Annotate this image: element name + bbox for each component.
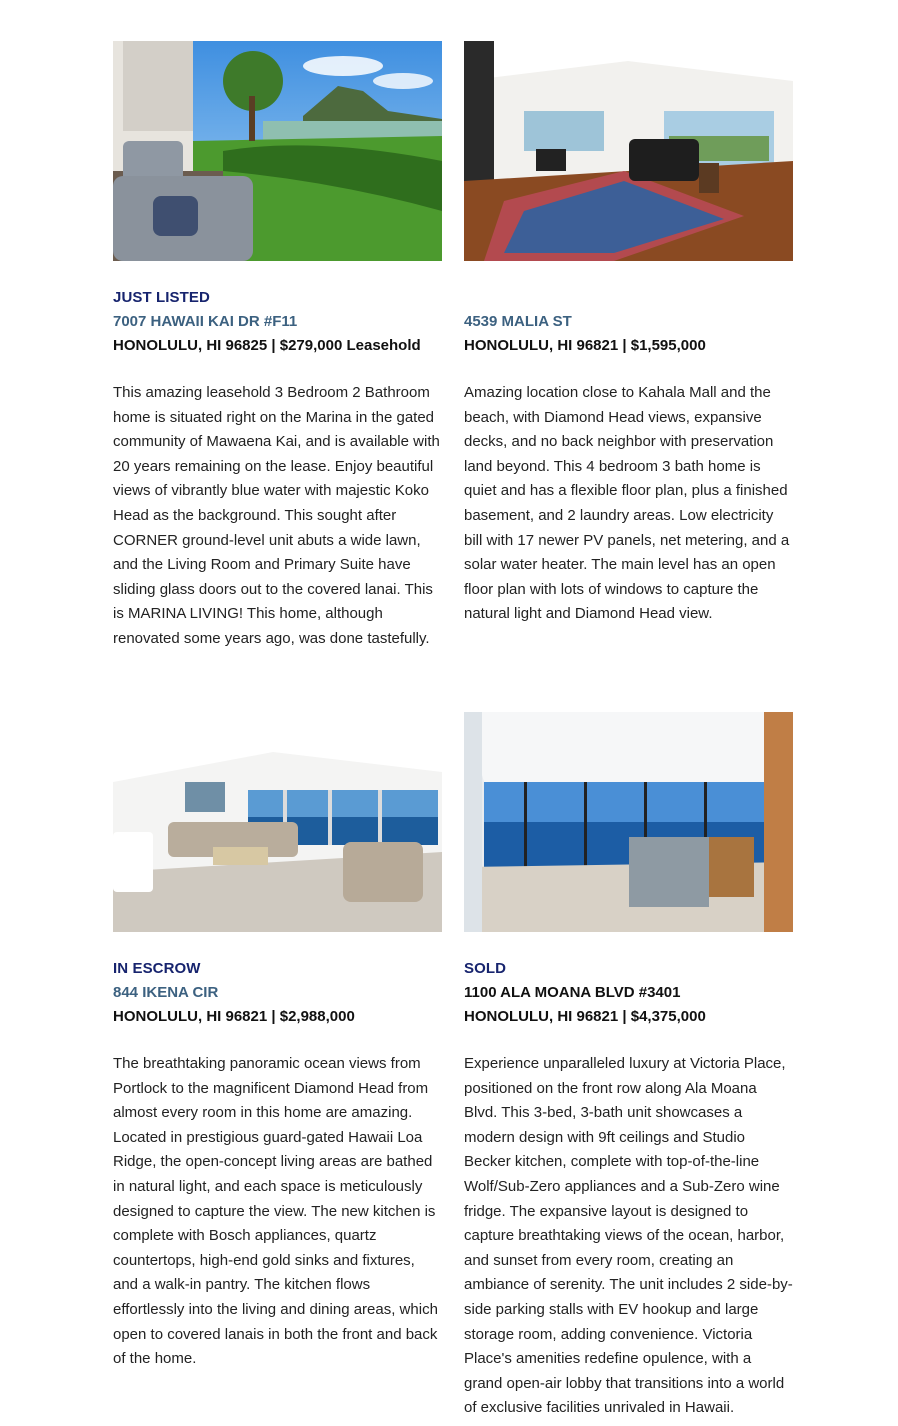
listing-description: The breathtaking panoramic ocean views from Portlock to the magnificent Diamond Head from almost every room in this home are amazing. Located in prestigious guard-gated Hawaii Loa Ridge, the open-concept living areas are bathed in natural light, and each space is meticulously designed to capture the view. The new kitchen is complete with Bosch appliances, quartz countertops, high-end gold sinks and fixtures, and a walk-in pantry. The kitchen flows effortlessly into the living and dining areas, which open to covered lanais in both the front and back of the home. <box>113 1055 438 1368</box>
listing-card <box>113 712 442 1372</box>
listing-status: SOLD <box>464 960 507 977</box>
listing-city-price: HONOLULU, HI 96821 | $1,595,000 <box>464 337 706 354</box>
listing-status: JUST LISTED <box>113 289 210 306</box>
listing-city-price: HONOLULU, HI 96825 | $279,000 Leasehold <box>113 337 421 354</box>
listing-city-price: HONOLULU, HI 96821 | $2,988,000 <box>113 1008 355 1025</box>
listing-description: Experience unparalleled luxury at Victoria Place, positioned on the front row along Ala Moana Blvd. This 3-bed, 3-bath unit showcases a modern design with 9ft ceilings and Studio Becker kitchen, complete with top-of-the-line Wolf/Sub-Zero appliances and a Sub-Zero wine fridge. The expansive layout is designed to capture breathtaking views of the ocean, harbor, and sunset from every room, creating an ambiance of serenity. The unit includes 2 side-by-side parking stalls with EV hookup and large storage room, adding convenience. Victoria Place's amenities redefine opulence, with a grand open-air lobby that transitions into a world of exclusive facilities unrivaled in Hawaii. <box>464 1055 793 1417</box>
living-room-rug-photo[interactable] <box>464 41 793 261</box>
listing-address-link[interactable]: 4539 MALIA ST <box>464 313 572 330</box>
ocean-view-living-room-photo[interactable] <box>113 712 442 932</box>
listing-card <box>464 712 793 1421</box>
listing-card <box>113 41 442 652</box>
listing-city-price: HONOLULU, HI 96821 | $4,375,000 <box>464 1008 706 1025</box>
listing-address-link[interactable]: 1100 ALA MOANA BLVD #3401 <box>464 984 681 1001</box>
listing-description: This amazing leasehold 3 Bedroom 2 Bathroom home is situated right on the Marina in the gated community of Mawaena Kai, and is available with 20 years remaining on the lease. Enjoy beautiful views of vibrantly blue water with majestic Koko Head as the background. This sought after CORNER ground-level unit abuts a wide lawn, and the Living Room and Primary Suite have sliding glass doors out to the covered lanai. This is MARINA LIVING! This home, although renovated some years ago, was done tastefully. <box>113 384 440 647</box>
listing-description: Amazing location close to Kahala Mall and the beach, with Diamond Head views, expansive decks, and no back neighbor with preservation land beyond. This 4 bedroom 3 bath home is quiet and has a flexible floor plan, plus a finished basement, and 2 laundry areas. Low electricity bill with 17 newer PV panels, net metering, and a solar water heater. The main level has an open floor plan with lots of windows to capture the natural light and Diamond Head view. <box>464 384 790 623</box>
listing-status: IN ESCROW <box>113 960 201 977</box>
listing-card <box>464 41 793 627</box>
listing-address-link[interactable]: 844 IKENA CIR <box>113 984 219 1001</box>
high-rise-kitchen-photo[interactable] <box>464 712 793 932</box>
marina-lanai-photo[interactable] <box>113 41 442 261</box>
listing-address-link[interactable]: 7007 HAWAII KAI DR #F11 <box>113 313 298 330</box>
